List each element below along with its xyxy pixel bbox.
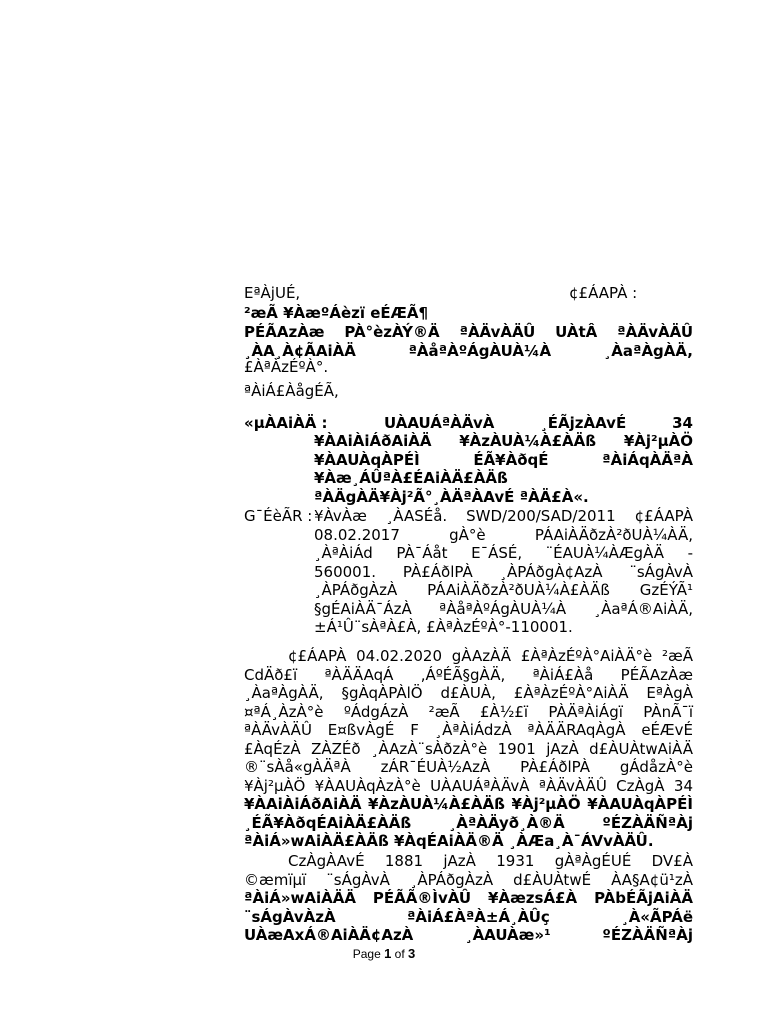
paragraph-line: ªÀiÁ»wAiÀÄÄ PÉÃÃ®ÌvÀÛ ¥ÀæzsÁ£À PÀbÉÃjAiÀÄ bbox=[244, 889, 693, 907]
reference-line: 08.02.2017 gÀ°è PÁAiÀÄðzÀ²ðUÀ¼ÀÄ, bbox=[314, 525, 693, 544]
subject-line: ¥Àæ¸ÁÛªÀ£ÉAiÀÄ£ÀÄß bbox=[314, 469, 508, 487]
page-of-label: of bbox=[394, 947, 405, 961]
header-line bbox=[244, 284, 693, 303]
subject-line: ¥ÀAUÀqÀPÉÌ ÉÃ¥ÀðqÉ ªÀiÁqÀÄªÀ bbox=[314, 450, 693, 469]
recipient-address bbox=[244, 323, 693, 360]
paragraph-line: UÀæAxÁ®AiÀÄ¢AzÀ ¸ÀAUÀæ»¹ ºÉZÀÄÑªÀj bbox=[244, 926, 693, 944]
salutation: ªÀiÁ£ÀågÉÃ, bbox=[244, 382, 339, 400]
paragraph-line: ¸ÉÃ¥ÀðqÉAiÀÄ£ÀÄß ¸ÀªÀÄyð¸À®Ä ºÉZÀÄÑªÀj bbox=[244, 813, 693, 832]
paragraph-line: ¥ÀAiÀiÁðAiÀÄ ¥ÀzÀUÀ¼À£ÀÄß ¥Àj²µÀÖ ¥ÀAUÀqÀPÉÌ bbox=[244, 795, 693, 813]
recipient-address-line: PÉÃAzÀæ PÀ°èzÀÝ®Ä ªÀÄvÀÄÛ UÀtÂ ªÀÄvÀÄÛ bbox=[244, 323, 693, 341]
paragraph-line: ªÀÄvÀÄÛ E¤ßvÀgÉ F ¸ÀªÀiÁdzÀ ªÀÄÄRAqÀgÀ eÉÆvÉ bbox=[244, 721, 693, 739]
reference-line: ¸ÀªÀiÁd PÀ¯Áåt E¯ÁSÉ, ¨ÉAUÀ¼ÀÆgÀÄ - bbox=[314, 544, 693, 562]
reference-line: ¥ÀvÀæ ¸ÀASÉå. SWD/200/SAD/2011 ¢£ÁAPÀ bbox=[314, 507, 693, 525]
subject-body bbox=[314, 432, 693, 506]
greeting-to: EªÀjUÉ, bbox=[244, 284, 301, 302]
subject-line: ¥ÀAiÀiÁðAiÀÄ ¥ÀzÀUÀ¼À£ÀÄß ¥Àj²µÀÖ bbox=[314, 432, 693, 450]
recipient-city: £ÀªÀzÉºÀ°. bbox=[244, 358, 329, 376]
paragraph-line: ¸ÀaªÀgÀÄ, §gÀqÀPÀlÖ d£ÀUÀ, £ÀªÀzÉºÀ°AiÀÄ EªÀgÀ bbox=[244, 684, 693, 702]
current-page-number: 1 bbox=[384, 946, 392, 961]
paragraph-line: £ÀqÉzÀ ZÀZÉð ¸ÀAzÀ¨sÀðzÀ°è 1901 jAzÀ d£ÀUÀtwAiÀÄ bbox=[244, 739, 693, 758]
paragraph-1 bbox=[244, 647, 693, 851]
reference-line: 560001. PÀ£ÁðlPÀ ¸ÀPÁðgÀ¢AzÀ ¨sÁgÀvÀ bbox=[314, 562, 693, 581]
subject-line: UÀAUÁªÀÄvÀ ¸ÉÃjzÀAvÉ 34 bbox=[384, 414, 693, 432]
reference-line: ¸ÀPÁðgÀzÀ PÁAiÀÄðzÀ²ðUÀ¼À£ÀÄß GzÉÝÃ¹ bbox=[314, 581, 693, 599]
recipient-name: ²æÃ ¥ÀæºÁèzï eÉÆÃ¶ bbox=[244, 304, 429, 322]
subject-first-line bbox=[384, 414, 693, 433]
paragraph-line: ¢£ÁAPÀ 04.02.2020 gÀAzÀÄ £ÀªÀzÉºÀ°AiÀÄ°è ²æÃ bbox=[288, 647, 693, 665]
recipient-address-line: ¸ÀA¸À¢ÃAiÀÄ ªÀåªÀºÁgÀUÀ¼À ¸ÀaªÀgÀÄ, bbox=[244, 341, 693, 360]
page-footer bbox=[0, 946, 768, 961]
paragraph-line: ®¨sÀå«gÀÄªÀ zÁR¯ÉUÀ½AzÀ PÀ£ÁðlPÀ gÁdåzÀ°è bbox=[244, 758, 693, 776]
reference-label: G¯ÉèÃR : bbox=[244, 507, 313, 525]
paragraph-line: ªÀiÁ»wAiÀÄ£ÀÄß ¥ÀqÉAiÀÄ®Ä ¸ÀÆa¸À¯ÁVvÀÄÛ. bbox=[244, 832, 654, 850]
paragraph-line: ¤ªÁ¸ÀzÀ°è ºÁdgÁzÀ ²æÃ £À½£ï PÀÄªÀiÁgï PÀnÃ¯ï bbox=[244, 702, 693, 721]
page-label: Page bbox=[352, 947, 381, 961]
paragraph-line: CdÄð£ï ªÀÄÄAqÁ ,ÁºÉÃ§gÀÄ, ªÀiÁ£Àå PÉÃAzÀæ bbox=[244, 665, 693, 684]
reference-body bbox=[314, 507, 693, 637]
total-pages-number: 3 bbox=[408, 946, 416, 961]
paragraph-line: ¥Àj²µÀÖ ¥ÀAUÀqÀzÀ°è UÀAUÁªÀÄvÀ ªÀÄvÀÄÛ CzÀgÀ 34 bbox=[244, 776, 693, 795]
paragraph-line: ©æmïµï ¨sÁgÀvÀ ¸ÀPÁðgÀzÀ d£ÀUÀtwÉ ÀA§A¢ü¹zÀ bbox=[244, 870, 693, 889]
subject-line: ªÀÄgÀÄ¥Àj²Ã°¸ÀÄªÀAvÉ ªÀÄ£À«. bbox=[314, 487, 589, 506]
date-label: ¢£ÁAPÀ : bbox=[569, 284, 638, 302]
reference-line: §gÉAiÀÄ¯ÁzÀ ªÀåªÀºÁgÀUÀ¼À ¸ÀaªÁ®AiÀÄ, bbox=[314, 599, 693, 618]
reference-line: ±Á¹Û¨sÀªÀ£À, £ÀªÀzÉºÀ°-110001. bbox=[314, 618, 573, 636]
subject-label: «µÀAiÀÄ : bbox=[244, 414, 328, 432]
paragraph-2 bbox=[244, 852, 693, 945]
paragraph-line: CzÀgÀAvÉ 1881 jAzÀ 1931 gÀªÀgÉUÉ DV£À bbox=[288, 852, 693, 870]
paragraph-line: ¨sÁgÀvÀzÀ ªÀiÁ£ÀªÀ±Á¸ÀÛç ¸À«ÃPÁë bbox=[244, 907, 693, 926]
